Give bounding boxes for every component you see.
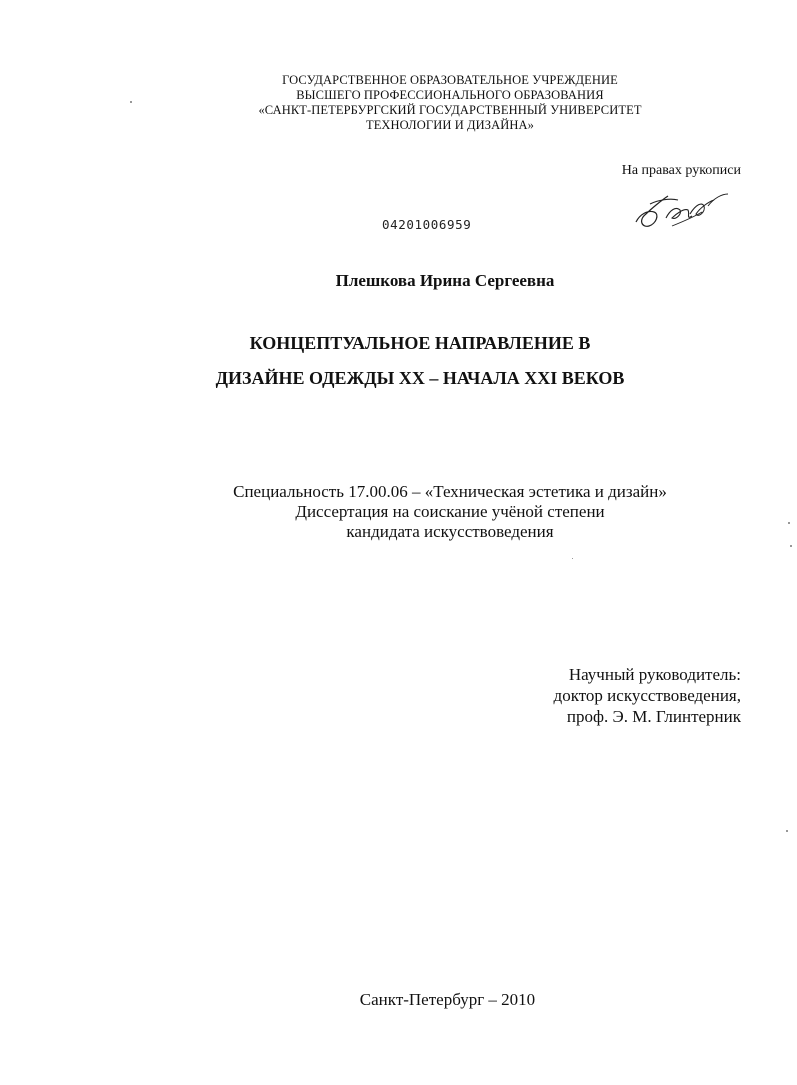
scan-speck [790,545,792,547]
institution-header [150,73,750,133]
signature-icon [632,188,732,233]
author-name: Плешкова Ирина Сергеевна [335,271,555,290]
scan-speck [572,558,573,559]
institution-line-3: «САНКТ-ПЕТЕРБУРГСКИЙ ГОСУДАРСТВЕННЫЙ УНИВЕРСИТЕТ [258,103,642,117]
supervisor-label: Научный руководитель: [568,665,741,684]
scan-speck [788,522,790,524]
specialty-block [150,482,750,542]
dissertation-line: Диссертация на соискание учёной степени [295,502,605,521]
specialty-line: Специальность 17.00.06 – «Техническая эстетика и дизайн» [233,482,667,501]
institution-line-1: ГОСУДАРСТВЕННОЕ ОБРАЗОВАТЕЛЬНОЕ УЧРЕЖДЕНИЕ [282,73,618,87]
scan-speck [130,101,132,103]
scan-speck [786,830,788,832]
catalog-number: 04201006959 [382,217,472,232]
title-line-2: ДИЗАЙНЕ ОДЕЖДЫ ХХ – НАЧАЛА ХХI ВЕКОВ [215,368,625,388]
title-line-1: КОНЦЕПТУАЛЬНОЕ НАПРАВЛЕНИЕ В [249,333,591,353]
supervisor-degree: доктор искусствоведения, [553,686,741,705]
institution-line-4: ТЕХНОЛОГИИ И ДИЗАЙНА» [365,118,535,132]
supervisor-name: проф. Э. М. Глинтерник [566,707,741,726]
city-year: Санкт-Петербург – 2010 [359,990,536,1009]
degree-line: кандидата искусствоведения [346,522,554,541]
rights-note: На правах рукописи [621,163,741,178]
supervisor-block [554,664,741,727]
institution-line-2: ВЫСШЕГО ПРОФЕССИОНАЛЬНОГО ОБРАЗОВАНИЯ [296,88,604,102]
